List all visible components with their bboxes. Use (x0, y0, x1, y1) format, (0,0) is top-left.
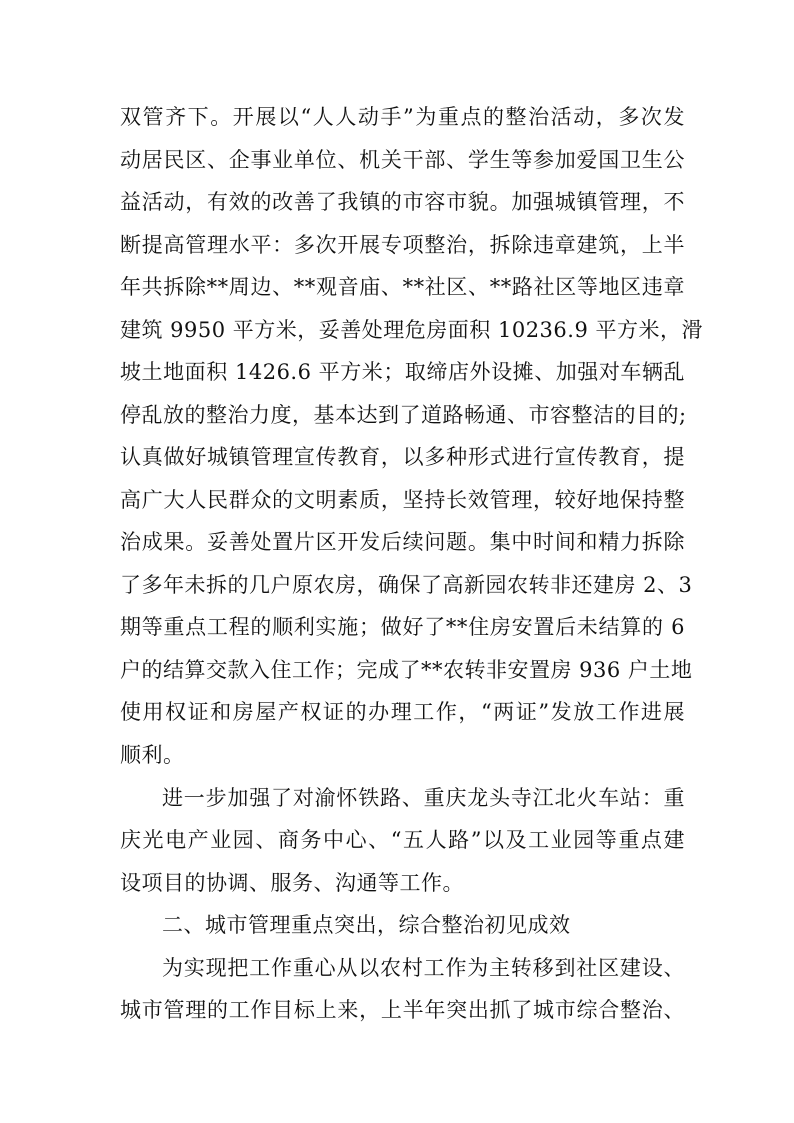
text-line: 断提高管理水平：多次开展专项整治，拆除违章建筑，上半 (120, 233, 685, 257)
text-line: 顺利。 (120, 743, 185, 767)
text-line: 停乱放的整治力度，基本达到了道路畅通、市容整洁的目的; (120, 403, 687, 427)
paragraph-first-line: 为实现把工作重心从以农村工作为主转移到社区建设、 (162, 956, 685, 980)
text-line: 了多年未拆的几户原农房，确保了高新园农转非还建房 2、3 (120, 573, 693, 597)
text-line: 城市管理的工作目标上来，上半年突出抓了城市综合整治、 (120, 998, 685, 1022)
text-line: 建筑 9950 平方米，妥善处理危房面积 10236.9 平方米，滑 (120, 318, 703, 342)
text-line: 坡土地面积 1426.6 平方米；取缔店外设摊、加强对车辆乱 (120, 360, 685, 384)
text-line: 高广大人民群众的文明素质，坚持长效管理，较好地保持整 (120, 488, 685, 512)
text-line: 认真做好城镇管理宣传教育，以多种形式进行宣传教育，提 (120, 445, 685, 469)
text-line: 使用权证和房屋产权证的办理工作，“两证”发放工作进展 (120, 700, 685, 724)
text-line: 动居民区、企事业单位、机关干部、学生等参加爱国卫生公 (120, 148, 685, 172)
paragraph-first-line: 进一步加强了对渝怀铁路、重庆龙头寺江北火车站：重 (162, 786, 685, 810)
text-line: 年共拆除**周边、**观音庙、**社区、**路社区等地区违章 (120, 275, 685, 299)
text-line: 设项目的协调、服务、沟通等工作。 (120, 871, 464, 895)
text-line: 庆光电产业园、商务中心、“五人路”以及工业园等重点建 (120, 828, 685, 852)
text-line: 期等重点工程的顺利实施；做好了**住房安置后未结算的 6 (120, 615, 685, 639)
text-line: 双管齐下。开展以“人人动手”为重点的整治活动，多次发 (120, 105, 685, 129)
text-line: 户的结算交款入住工作；完成了**农转非安置房 936 户土地 (120, 658, 693, 682)
section-heading: 二、城市管理重点突出，综合整治初见成效 (162, 913, 571, 937)
text-line: 治成果。妥善处置片区开发后续问题。集中时间和精力拆除 (120, 530, 685, 554)
text-line: 益活动，有效的改善了我镇的市容市貌。加强城镇管理，不 (120, 190, 685, 214)
